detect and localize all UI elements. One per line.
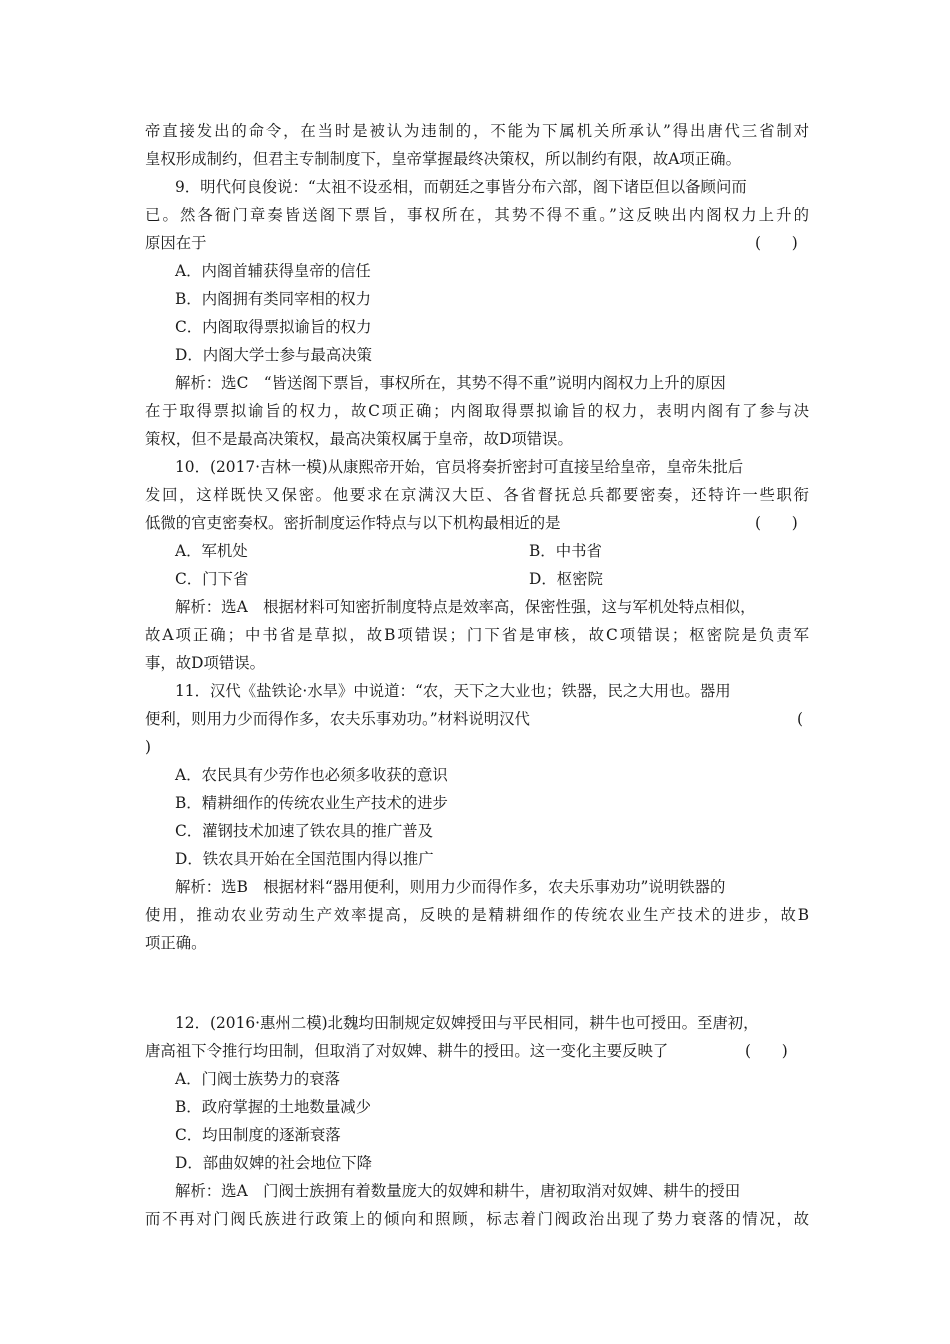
q12-option-c: C．均田制度的逐渐衰落 [175, 1126, 341, 1144]
q12-answer-paren: ( ) [745, 1042, 788, 1060]
q11-option-d: D．铁农具开始在全国范围内得以推广 [175, 850, 434, 868]
q10-stem-line-1: 10．(2017·吉林一模)从康熙帝开始，官员将奏折密封可直接呈给皇帝，皇帝朱批后 [175, 458, 744, 476]
q10-analysis-line-1: 解析：选A 根据材料可知密折制度特点是效率高，保密性强，这与军机处特点相似， [175, 598, 756, 616]
q10-option-b: B．中书省 [529, 542, 602, 560]
q12-option-b: B．政府掌握的土地数量减少 [175, 1098, 371, 1116]
q11-option-b: B．精耕细作的传统农业生产技术的进步 [175, 794, 448, 812]
q11-stem-line-1: 11．汉代《盐铁论·水旱》中说道：“农，天下之大业也；铁器，民之大用也。器用 [175, 682, 731, 700]
q9-stem-line-1: 9．明代何良俊说：“太祖不设丞相，而朝廷之事皆分布六部，阁下诸臣但以备顾问而 [175, 178, 747, 196]
q10-stem-line-3: 低微的官吏密奏权。密折制度运作特点与以下机构最相近的是 [145, 514, 561, 532]
q11-answer-paren-open: ( [797, 710, 804, 728]
q9-analysis-line-3: 策权，但不是最高决策权，最高决策权属于皇帝，故D项错误。 [145, 430, 573, 448]
q12-stem-line-2: 唐高祖下令推行均田制，但取消了对奴婢、耕牛的授田。这一变化主要反映了 [145, 1042, 669, 1060]
q9-option-d: D．内阁大学士参与最高决策 [175, 346, 373, 364]
q9-option-a: A．内阁首辅获得皇帝的信任 [175, 262, 371, 280]
q9-option-c: C．内阁取得票拟谕旨的权力 [175, 318, 372, 336]
intro-line-1: 帝直接发出的命令，在当时是被认为违制的，不能为下属机关所承认”得出唐代三省制对 [145, 122, 809, 140]
q12-option-a: A．门阀士族势力的衰落 [175, 1070, 341, 1088]
q10-answer-paren: ( ) [755, 514, 798, 532]
q12-stem-line-1: 12．(2016·惠州二模)北魏均田制规定奴婢授田与平民相同，耕牛也可授田。至唐初， [175, 1014, 759, 1032]
q10-option-a: A．军机处 [175, 542, 248, 560]
q9-option-b: B．内阁拥有类同宰相的权力 [175, 290, 371, 308]
q10-option-d: D．枢密院 [529, 570, 603, 588]
q11-option-c: C．灌钢技术加速了铁农具的推广普及 [175, 822, 434, 840]
intro-line-2: 皇权形成制约，但君主专制制度下，皇帝掌握最终决策权，所以制约有限，故A项正确。 [145, 150, 741, 168]
q9-answer-paren: ( ) [755, 234, 798, 252]
q12-option-d: D．部曲奴婢的社会地位下降 [175, 1154, 373, 1172]
q12-analysis-line-1: 解析：选A 门阀士族拥有着数量庞大的奴婢和耕牛，唐初取消对奴婢、耕牛的授田 [175, 1182, 741, 1200]
q10-analysis-line-3: 事，故D项错误。 [145, 654, 266, 672]
q11-option-a: A．农民具有少劳作也必须多收获的意识 [175, 766, 448, 784]
q11-analysis-line-1: 解析：选B 根据材料“器用便利，则用力少而得作多，农夫乐事劝功”说明铁器的 [175, 878, 726, 896]
q10-option-c: C．门下省 [175, 570, 249, 588]
q9-analysis-line-1: 解析：选C “皆送阁下票旨，事权所在，其势不得不重”说明内阁权力上升的原因 [175, 374, 726, 392]
q11-answer-paren-close: ) [145, 738, 152, 756]
q11-analysis-line-3: 项正确。 [145, 934, 207, 952]
q10-analysis-line-2: 故A项正确；中书省是草拟，故B项错误；门下省是审核，故C项错误；枢密院是负责军 [145, 626, 809, 644]
q9-stem-line-3: 原因在于 [145, 234, 207, 252]
q10-stem-line-2: 发回，这样既快又保密。他要求在京满汉大臣、各省督抚总兵都要密奏，还特许一些职衔 [145, 486, 809, 504]
q11-analysis-line-2: 使用，推动农业劳动生产效率提高，反映的是精耕细作的传统农业生产技术的进步，故B [145, 906, 809, 924]
q11-stem-line-2: 便利，则用力少而得作多，农夫乐事劝功。”材料说明汉代 [145, 710, 530, 728]
q12-analysis-line-2: 而不再对门阀氏族进行政策上的倾向和照顾，标志着门阀政治出现了势力衰落的情况，故 [145, 1210, 809, 1228]
q9-stem-line-2: 已。然各衙门章奏皆送阁下票旨，事权所在，其势不得不重。”这反映出内阁权力上升的 [145, 206, 809, 224]
q9-analysis-line-2: 在于取得票拟谕旨的权力，故C项正确；内阁取得票拟谕旨的权力，表明内阁有了参与决 [145, 402, 809, 420]
